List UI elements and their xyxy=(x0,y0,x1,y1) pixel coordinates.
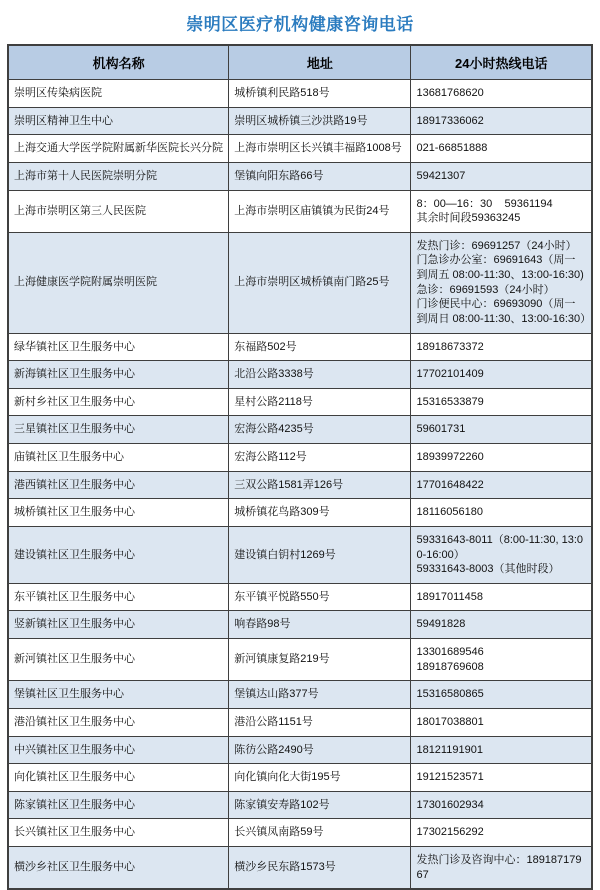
phone-line: 17301602934 xyxy=(416,798,484,811)
address-cell: 北沿公路3338号 xyxy=(229,361,411,389)
phone-line: 59331643-8003（其他时段） xyxy=(416,563,560,576)
col-header-institution: 机构名称 xyxy=(8,45,229,80)
table-row xyxy=(8,361,592,389)
phone-cell xyxy=(411,708,592,736)
phone-line: 18918673372 xyxy=(416,340,484,353)
phone-line: 021-66851888 xyxy=(416,142,488,155)
institution-name-cell: 堡镇社区卫生服务中心 xyxy=(8,681,229,709)
phone-line: 59421307 xyxy=(416,169,466,182)
phone-cell xyxy=(411,388,592,416)
col-header-address: 地址 xyxy=(229,45,411,80)
address-cell: 横沙乡民东路1573号 xyxy=(229,847,411,890)
phone-cell xyxy=(411,232,592,333)
phone-cell xyxy=(411,107,592,135)
address-cell: 三双公路1581弄126号 xyxy=(229,471,411,499)
table-row xyxy=(8,80,592,108)
phone-cell xyxy=(411,791,592,819)
institution-name-cell: 新海镇社区卫生服务中心 xyxy=(8,361,229,389)
phone-line: 18121191901 xyxy=(416,743,483,756)
phone-cell xyxy=(411,190,592,232)
table-row xyxy=(8,499,592,527)
table-row xyxy=(8,388,592,416)
phone-line: 18917011458 xyxy=(416,590,483,603)
phone-line: 15316580865 xyxy=(416,688,484,701)
institution-name-cell: 竖新镇社区卫生服务中心 xyxy=(8,611,229,639)
institution-name-cell: 新河镇社区卫生服务中心 xyxy=(8,639,229,681)
phone-cell xyxy=(411,135,592,163)
phone-cell xyxy=(411,499,592,527)
address-cell: 陈彷公路2490号 xyxy=(229,736,411,764)
address-cell: 上海市崇明区长兴镇丰福路1008号 xyxy=(229,135,411,163)
table-row xyxy=(8,232,592,333)
hotline-table xyxy=(7,44,593,890)
address-cell: 宏海公路112号 xyxy=(229,444,411,472)
phone-cell xyxy=(411,736,592,764)
institution-name-cell: 长兴镇社区卫生服务中心 xyxy=(8,819,229,847)
address-cell: 东平镇平悦路550号 xyxy=(229,583,411,611)
table-row xyxy=(8,471,592,499)
address-cell: 星村公路2118号 xyxy=(229,388,411,416)
institution-name-cell: 庙镇社区卫生服务中心 xyxy=(8,444,229,472)
address-cell: 堡镇向阳东路66号 xyxy=(229,162,411,190)
phone-cell xyxy=(411,416,592,444)
table-row xyxy=(8,819,592,847)
page-title: 崇明区医疗机构健康咨询电话 xyxy=(186,15,414,34)
table-header-row xyxy=(8,45,592,80)
phone-line: 15316533879 xyxy=(416,395,484,408)
phone-line: 59331643-8011（8:00-11:30, 13:00-16:00） xyxy=(416,533,584,561)
institution-name-cell: 港西镇社区卫生服务中心 xyxy=(8,471,229,499)
phone-cell xyxy=(411,361,592,389)
table-row xyxy=(8,190,592,232)
phone-line: 发热门诊及咨询中心：18918717967 xyxy=(416,854,582,881)
table-row xyxy=(8,333,592,361)
table-row xyxy=(8,162,592,190)
address-cell: 城桥镇花鸟路309号 xyxy=(229,499,411,527)
institution-name-cell: 横沙乡社区卫生服务中心 xyxy=(8,847,229,890)
phone-line: 18017038801 xyxy=(416,715,484,728)
phone-line: 发热门诊：69691257（24小时） xyxy=(416,239,577,252)
phone-line: 18116056180 xyxy=(416,506,483,519)
phone-cell xyxy=(411,764,592,792)
table-row xyxy=(8,681,592,709)
table-row xyxy=(8,526,592,583)
table-row xyxy=(8,708,592,736)
phone-cell xyxy=(411,847,592,890)
page xyxy=(0,10,600,890)
phone-cell xyxy=(411,333,592,361)
institution-name-cell: 上海交通大学医学院附属新华医院长兴分院 xyxy=(8,135,229,163)
phone-line: 门急诊办公室：69691643（周一到周五 08:00-11:30、13:00-16:30) xyxy=(416,254,584,281)
institution-name-cell: 建设镇社区卫生服务中心 xyxy=(8,526,229,583)
address-cell: 宏海公路4235号 xyxy=(229,416,411,444)
phone-cell xyxy=(411,681,592,709)
institution-name-cell: 上海健康医学院附属崇明医院 xyxy=(8,232,229,333)
phone-line: 17302156292 xyxy=(416,826,484,839)
phone-cell xyxy=(411,80,592,108)
phone-cell xyxy=(411,471,592,499)
institution-name-cell: 新村乡社区卫生服务中心 xyxy=(8,388,229,416)
table-row xyxy=(8,639,592,681)
institution-name-cell: 绿华镇社区卫生服务中心 xyxy=(8,333,229,361)
table-row xyxy=(8,583,592,611)
table-body xyxy=(8,80,592,890)
table-row xyxy=(8,444,592,472)
institution-name-cell: 陈家镇社区卫生服务中心 xyxy=(8,791,229,819)
phone-line: 59491828 xyxy=(416,618,466,631)
institution-name-cell: 城桥镇社区卫生服务中心 xyxy=(8,499,229,527)
table-row xyxy=(8,135,592,163)
address-cell: 长兴镇凤南路59号 xyxy=(229,819,411,847)
phone-cell xyxy=(411,526,592,583)
institution-name-cell: 崇明区传染病医院 xyxy=(8,80,229,108)
phone-cell xyxy=(411,444,592,472)
table-row xyxy=(8,847,592,890)
address-cell: 堡镇达山路377号 xyxy=(229,681,411,709)
table-row xyxy=(8,736,592,764)
institution-name-cell: 向化镇社区卫生服务中心 xyxy=(8,764,229,792)
phone-cell xyxy=(411,583,592,611)
phone-cell xyxy=(411,819,592,847)
phone-line: 门诊便民中心：69693090（周一到周日 08:00-11:30、13:00-16:30） xyxy=(416,298,592,325)
phone-line: 8：00—16：30 59361194 xyxy=(416,197,553,210)
phone-cell xyxy=(411,639,592,681)
address-cell: 建设镇白钥村1269号 xyxy=(229,526,411,583)
phone-line: 其余时间段59363245 xyxy=(416,212,521,225)
phone-line: 18918769608 xyxy=(416,660,484,673)
phone-line: 17702101409 xyxy=(416,368,484,381)
address-cell: 陈家镇安寿路102号 xyxy=(229,791,411,819)
phone-cell xyxy=(411,162,592,190)
table-row xyxy=(8,611,592,639)
address-cell: 港沿公路1151号 xyxy=(229,708,411,736)
address-cell: 新河镇康复路219号 xyxy=(229,639,411,681)
address-cell: 城桥镇利民路518号 xyxy=(229,80,411,108)
institution-name-cell: 上海市第十人民医院崇明分院 xyxy=(8,162,229,190)
phone-line: 18917336062 xyxy=(416,114,484,127)
phone-line: 17701648422 xyxy=(416,478,484,491)
institution-name-cell: 崇明区精神卫生中心 xyxy=(8,107,229,135)
address-cell: 东福路502号 xyxy=(229,333,411,361)
phone-line: 急诊：69691593（24小时） xyxy=(416,283,555,296)
address-cell: 上海市崇明区城桥镇南门路25号 xyxy=(229,232,411,333)
phone-line: 19121523571 xyxy=(416,771,484,784)
institution-name-cell: 东平镇社区卫生服务中心 xyxy=(8,583,229,611)
address-cell: 响春路98号 xyxy=(229,611,411,639)
phone-line: 59601731 xyxy=(416,423,466,436)
institution-name-cell: 中兴镇社区卫生服务中心 xyxy=(8,736,229,764)
phone-line: 13681768620 xyxy=(416,87,484,99)
phone-line: 18939972260 xyxy=(416,451,484,463)
institution-name-cell: 港沿镇社区卫生服务中心 xyxy=(8,708,229,736)
table-row xyxy=(8,416,592,444)
institution-name-cell: 上海市崇明区第三人民医院 xyxy=(8,190,229,232)
address-cell: 向化镇向化大街195号 xyxy=(229,764,411,792)
institution-name-cell: 三星镇社区卫生服务中心 xyxy=(8,416,229,444)
col-header-hotline: 24小时热线电话 xyxy=(411,45,592,80)
table-row xyxy=(8,791,592,819)
address-cell: 崇明区城桥镇三沙洪路19号 xyxy=(229,107,411,135)
phone-cell xyxy=(411,611,592,639)
table-row xyxy=(8,107,592,135)
phone-line: 13301689546 xyxy=(416,646,484,658)
address-cell: 上海市崇明区庙镇镇为民街24号 xyxy=(229,190,411,232)
table-row xyxy=(8,764,592,792)
